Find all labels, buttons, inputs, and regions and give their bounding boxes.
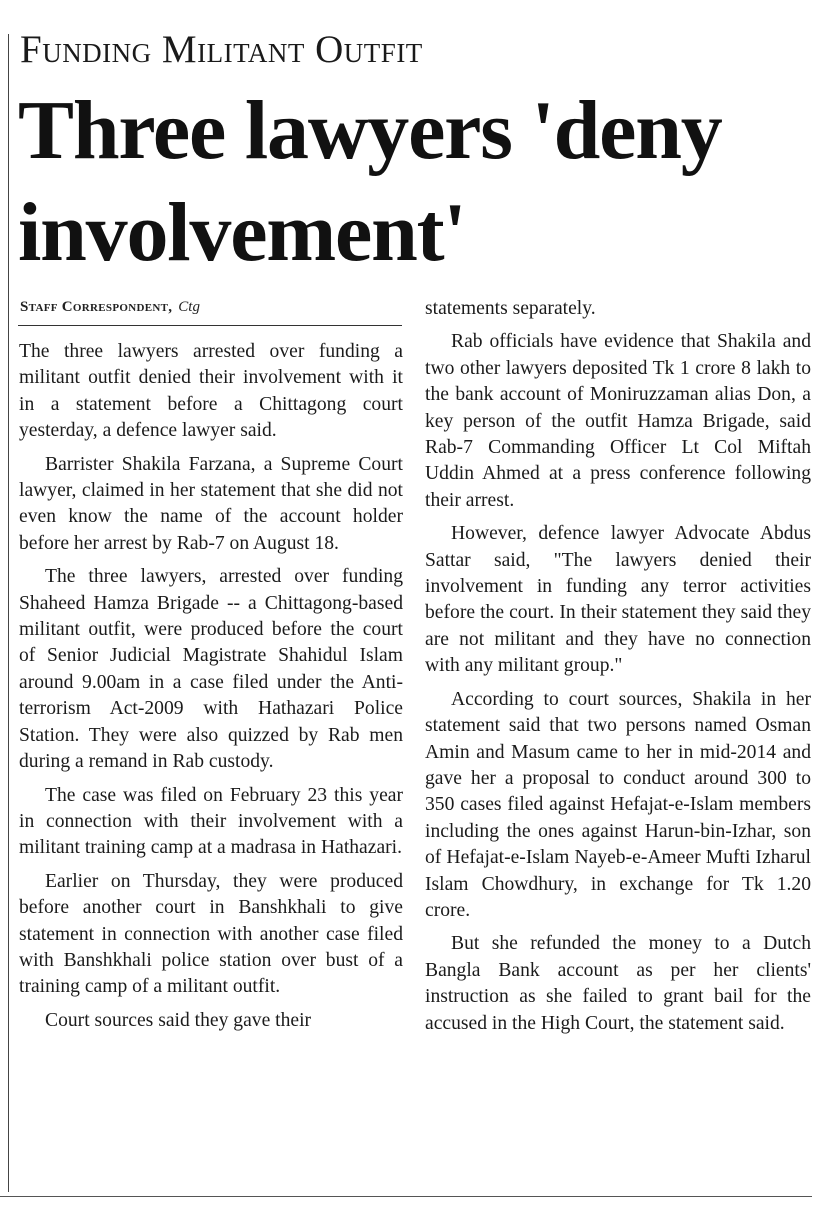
paragraph: Earlier on Thursday, they were produced before another court in Banshkhali to give statement in connection with another case filed with Banshkhali police station over bust of a training camp of a militant outfit. — [19, 870, 403, 998]
paragraph: However, defence lawyer Advocate Abdus Sattar said, "The lawyers denied their involvement in funding any terror activities before the court. In their statement they said they are not militant and they have no connection with any militant group." — [425, 523, 811, 677]
kicker: Funding Militant Outfit — [20, 28, 423, 71]
right-column — [425, 296, 811, 1188]
paragraph: According to court sources, Shakila in her statement said that two persons named Osman Amin and Masum came to her in mid-2014 and gave her a proposal to conduct around 300 to 350 cases filed against Hefajat-e-Islam members including the ones against Harun-bin-Izhar, son of Hefajat-e-Islam Nayeb-e-Ameer Mufti Izharul Islam Chowdhury, in exchange for Tk 1.20 crore. — [425, 688, 811, 921]
bottom-rule — [0, 1196, 812, 1197]
byline-name: Staff Correspondent, — [20, 299, 173, 315]
paragraph: Rab officials have evidence that Shakila and two other lawyers deposited Tk 1 crore 8 lakh to the bank account of Moniruzzaman alias Don, a key person of the outfit Hamza Brigade, said Rab-7 Commanding Officer Lt Col Miftah Uddin Ahmed at a press conference following their arrest. — [425, 331, 811, 511]
headline: Three lawyers 'deny involvement' — [18, 84, 722, 279]
paragraph: Court sources said they gave their — [45, 1009, 312, 1031]
paragraph: Barrister Shakila Farzana, a Supreme Court lawyer, claimed in her statement that she did not even know the name of the account holder before her arrest by Rab-7 on August 18. — [19, 453, 403, 554]
paragraph: The three lawyers, arrested over funding Shaheed Hamza Brigade -- a Chittagong-based militant outfit, were produced before the court of Senior Judicial Magistrate Shahidul Islam around 9.00am in a case filed under the Anti-terrorism Act-2009 with Hathazari Police Station. They were also quizzed by Rab men during a remand in Rab custody. — [19, 566, 403, 773]
byline-location: Ctg — [178, 299, 200, 315]
paragraph: statements separately. — [425, 298, 596, 319]
left-border-rule — [8, 34, 9, 1192]
left-column — [19, 339, 403, 1189]
byline — [20, 296, 200, 318]
paragraph: The case was filed on February 23 this year in connection with their involvement with a militant training camp at a madrasa in Hathazari. — [19, 784, 403, 859]
byline-rule — [18, 325, 402, 326]
paragraph: But she refunded the money to a Dutch Bangla Bank account as per her clients' instruction as she failed to grant bail for the accused in the High Court, the statement said. — [425, 933, 811, 1034]
paragraph: The three lawyers arrested over funding a militant outfit denied their involvement with it in a statement before a Chittagong court yesterday, a defence lawyer said. — [19, 341, 403, 442]
